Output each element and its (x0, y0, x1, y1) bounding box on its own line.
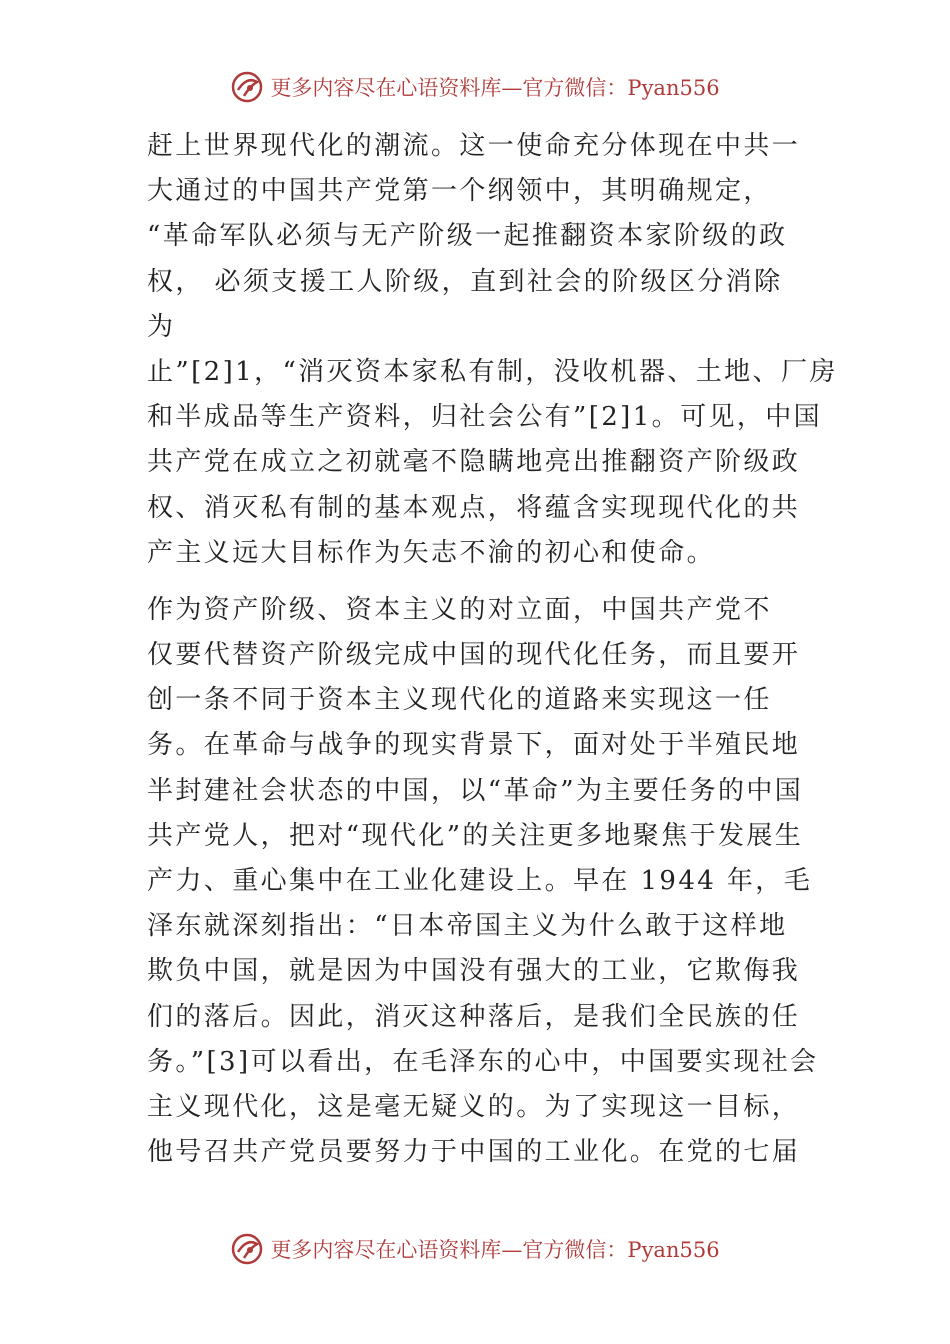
text-line: 务。在革命与战争的现实背景下，面对处于半殖民地 (147, 730, 801, 761)
text-line: 共产党在成立之初就毫不隐瞒地亮出推翻资产阶级政 (147, 447, 801, 478)
footer-banner-text: 更多内容尽在心语资料库—官方微信：Pyan556 (270, 1238, 720, 1262)
text-line: “革命军队必须与无产阶级一起推翻资本家阶级的政 (147, 221, 788, 252)
text-line: 泽东就深刻指出：“日本帝国主义为什么敢于这样地 (147, 911, 788, 942)
text-line: 仅要代替资产阶级完成中国的现代化任务，而且要开 (147, 640, 801, 671)
text-line: 共产党人，把对“现代化”的关注更多地聚焦于发展生 (147, 820, 804, 851)
text-line: 权、消灭私有制的基本观点，将蕴含实现现代化的共 (147, 492, 801, 523)
text-line: 权， 必须支援工人阶级，直到社会的阶级区分消除 (147, 266, 783, 297)
text-line: 止”[2]1，“消灭资本家私有制，没收机器、土地、厂房 (147, 356, 838, 387)
logo-icon (230, 70, 264, 104)
text-line: 赶上世界现代化的潮流。这一使命充分体现在中共一 (147, 131, 801, 161)
text-line: 为 (147, 311, 176, 342)
logo-icon (230, 1232, 264, 1266)
text-line: 们的落后。因此，消灭这种落后，是我们全民族的任 (147, 1001, 801, 1032)
text-line: 主义现代化，这是毫无疑义的。为了实现这一目标， (147, 1091, 801, 1122)
text-line: 大通过的中国共产党第一个纲领中，其明确规定， (147, 176, 772, 207)
paragraph-2 (147, 588, 819, 1175)
text-line: 半封建社会状态的中国，以“革命”为主要任务的中国 (147, 775, 804, 806)
text-line: 和半成品等生产资料，归社会公有”[2]1。可见，中国 (147, 402, 823, 433)
text-line: 产主义远大目标作为矢志不渝的初心和使命。 (147, 537, 716, 568)
document-body (147, 124, 838, 1175)
footer-banner (0, 1232, 950, 1266)
header-banner-text: 更多内容尽在心语资料库—官方微信：Pyan556 (270, 76, 720, 100)
text-line: 欺负中国，就是因为中国没有强大的工业，它欺侮我 (147, 956, 801, 987)
text-line: 产力、重心集中在工业化建设上。早在 1944 年，毛 (147, 866, 813, 896)
text-line: 他号召共产党员要努力于中国的工业化。在党的七届 (147, 1137, 801, 1168)
text-line: 务。”[3]可以看出，在毛泽东的心中，中国要实现社会 (147, 1046, 819, 1077)
text-line: 作为资产阶级、资本主义的对立面，中国共产党不 (147, 594, 772, 625)
header-banner (0, 70, 950, 104)
paragraph-1 (147, 124, 838, 576)
text-line: 创一条不同于资本主义现代化的道路来实现这一任 (147, 685, 772, 716)
